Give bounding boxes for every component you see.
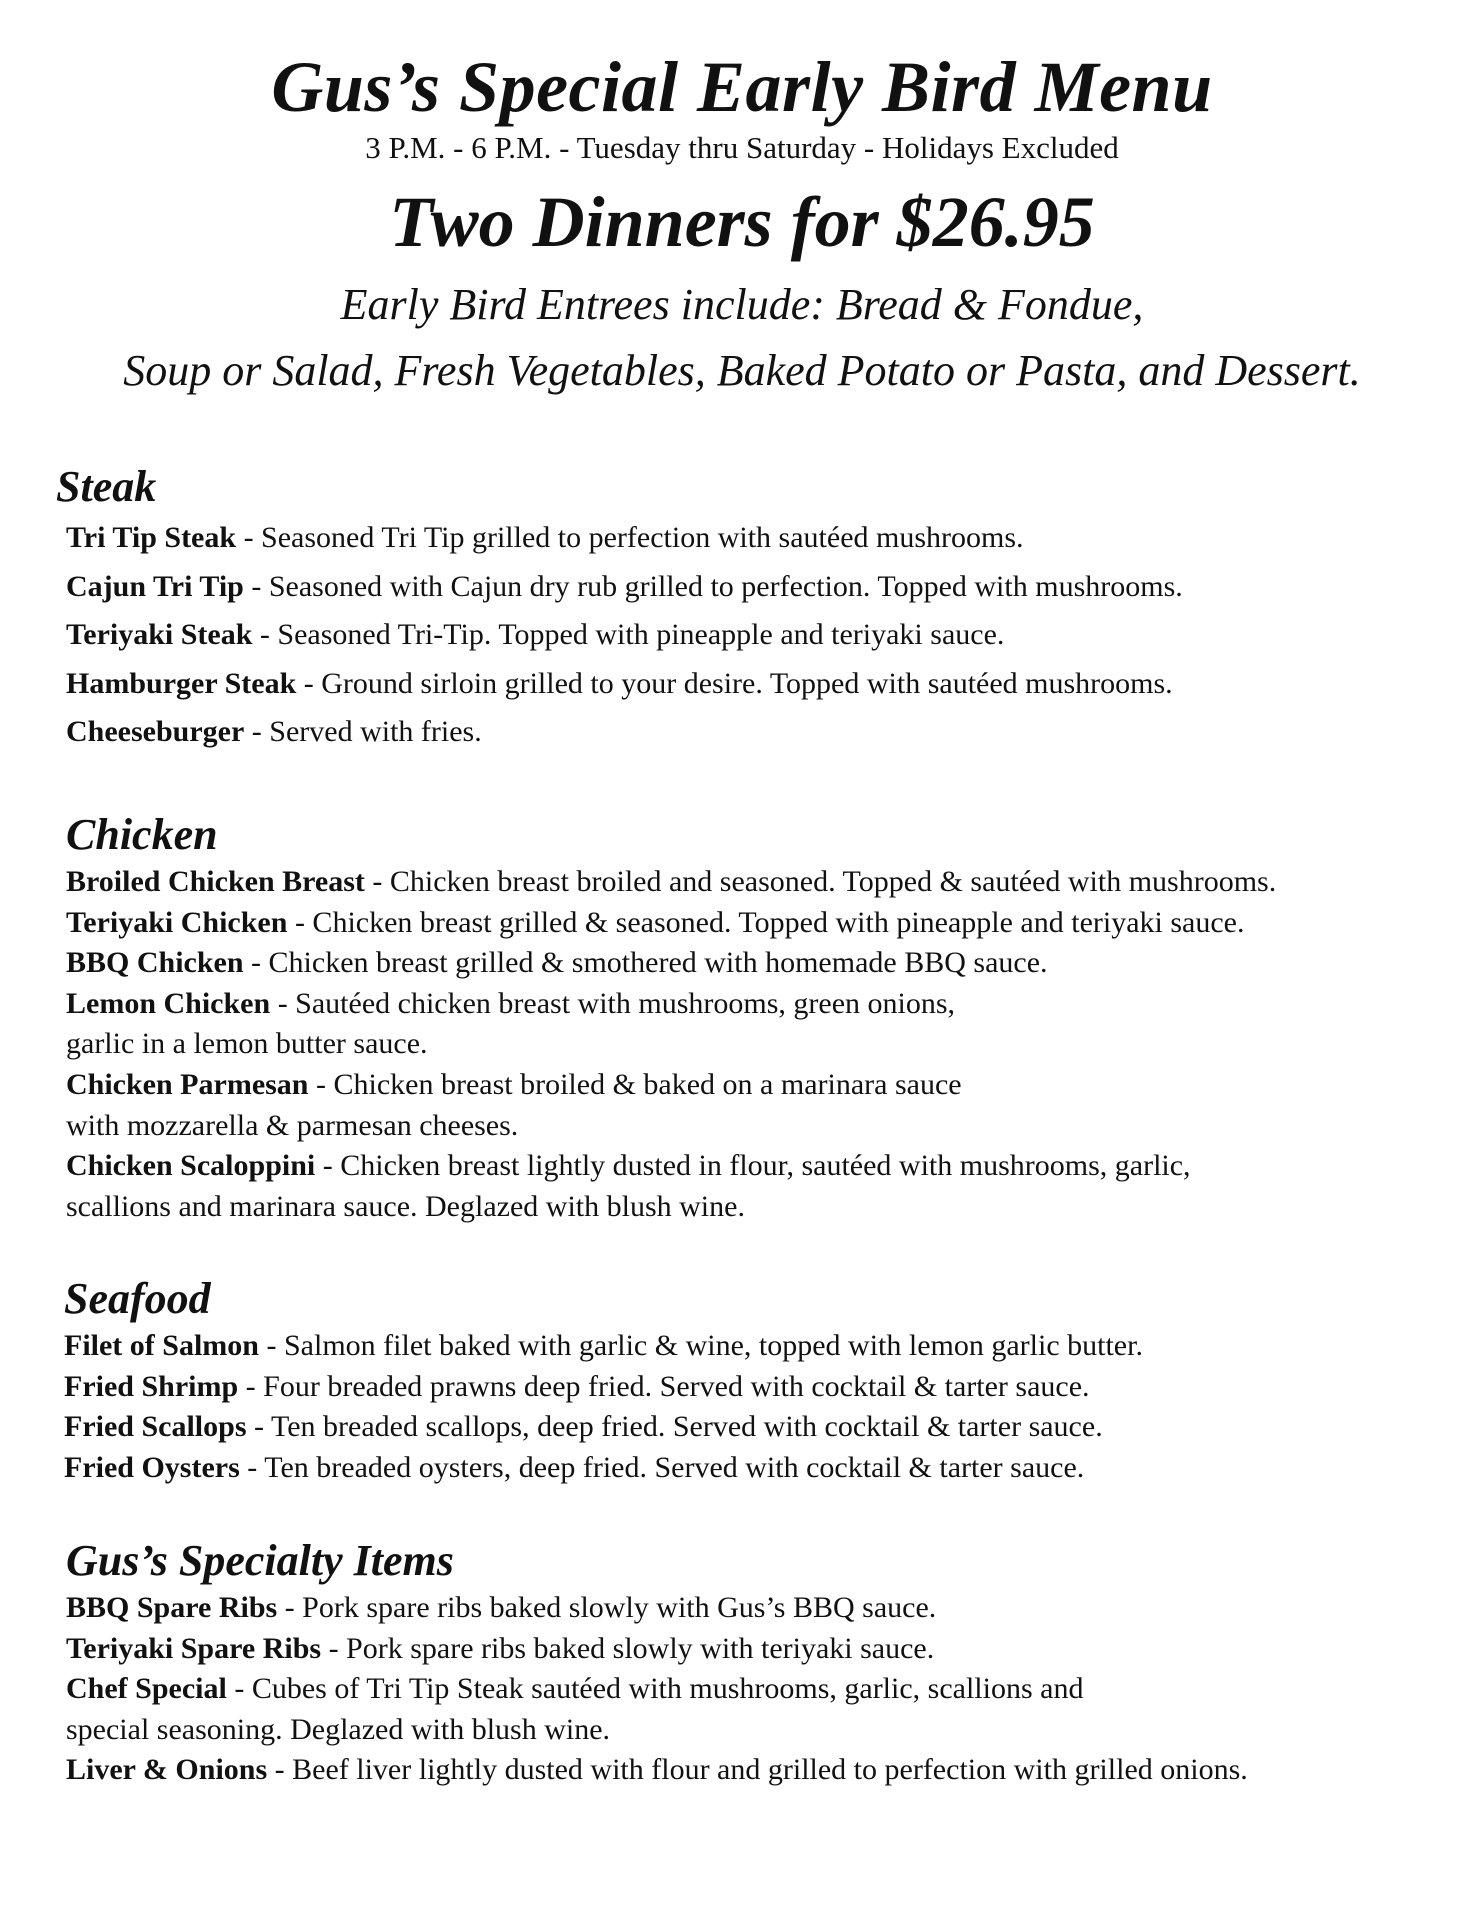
menu-item-desc: - Ground sirloin grilled to your desire. Topped with sautéed mushrooms. bbox=[296, 666, 1173, 700]
menu-item bbox=[66, 1588, 1484, 1629]
menu-item-name: Cajun Tri Tip bbox=[66, 569, 244, 603]
menu-item-name: Teriyaki Steak bbox=[66, 618, 253, 651]
menu-includes-line-1: Early Bird Entrees include: Bread & Fondue, bbox=[340, 280, 1144, 329]
menu-item-desc: - Four breaded prawns deep fried. Served with cocktail & tarter sauce. bbox=[238, 1369, 1090, 1403]
menu-item-name: Fried Oysters bbox=[64, 1450, 240, 1484]
menu-item-name: Chicken Scaloppini bbox=[66, 1149, 316, 1183]
menu-item-desc: - Pork spare ribs baked slowly with teriyaki sauce. bbox=[321, 1631, 935, 1665]
menu-offer: Two Dinners for $26.95 bbox=[389, 182, 1095, 262]
menu-item-desc: - Cubes of Tri Tip Steak sautéed with mushrooms, garlic, scallions and special seasoning. Deglazed with blush wine. bbox=[66, 1672, 1084, 1746]
menu-item bbox=[66, 1146, 1484, 1227]
menu-item bbox=[66, 1669, 1484, 1750]
menu-item-name: Teriyaki Chicken bbox=[66, 905, 288, 939]
menu-item-desc: - Beef liver lightly dusted with flour and grilled to perfection with grilled onions. bbox=[267, 1753, 1248, 1787]
section-chicken bbox=[66, 808, 1484, 1227]
section-title: Chicken bbox=[66, 810, 218, 859]
menu-item bbox=[66, 943, 1484, 984]
menu-item-name: Chicken Parmesan bbox=[66, 1067, 309, 1101]
section-steak bbox=[56, 460, 1484, 757]
menu-item-name: Teriyaki Spare Ribs bbox=[66, 1631, 322, 1665]
menu-item bbox=[66, 514, 1484, 563]
menu-item-desc: - Seasoned Tri Tip grilled to perfection with sautéed mushrooms. bbox=[236, 521, 1024, 554]
menu-item bbox=[66, 563, 1484, 612]
menu-item-desc: - Chicken breast grilled & seasoned. Topped with pineapple and teriyaki sauce. bbox=[287, 905, 1245, 939]
menu-hours: 3 P.M. - 6 P.M. - Tuesday thru Saturday - Holidays Excluded bbox=[365, 130, 1119, 165]
menu-item-desc: - Ten breaded scallops, deep fried. Served with cocktail & tarter sauce. bbox=[246, 1410, 1103, 1443]
menu-item-desc: - Chicken breast lightly dusted in flour, sautéed with mushrooms, garlic, scallions and marinara sauce. Deglazed with blush wine. bbox=[66, 1149, 1191, 1223]
menu-item-desc: - Chicken breast broiled & baked on a marinara sauce with mozzarella & parmesan cheeses. bbox=[66, 1067, 962, 1142]
menu-item-name: Cheeseburger bbox=[66, 715, 245, 748]
menu-item bbox=[66, 611, 1484, 660]
menu-includes-line-2: Soup or Salad, Fresh Vegetables, Baked Potato or Pasta, and Dessert. bbox=[123, 346, 1361, 395]
menu-item bbox=[66, 1065, 1484, 1146]
section-title: Seafood bbox=[64, 1274, 211, 1323]
menu-item bbox=[66, 660, 1484, 709]
menu-item bbox=[66, 862, 1484, 903]
menu-item-desc: - Chicken breast grilled & smothered with homemade BBQ sauce. bbox=[243, 946, 1048, 980]
menu-item-desc: - Salmon filet baked with garlic & wine, topped with lemon garlic butter. bbox=[259, 1329, 1143, 1362]
menu-item-desc: - Sautéed chicken breast with mushrooms, green onions, garlic in a lemon butter sauce. bbox=[66, 986, 956, 1061]
menu-item bbox=[64, 1407, 1484, 1448]
menu-item-name: BBQ Spare Ribs bbox=[66, 1591, 278, 1624]
menu-item bbox=[66, 984, 1484, 1065]
menu-title: Gus’s Special Early Bird Menu bbox=[271, 47, 1213, 127]
menu-header bbox=[0, 44, 1484, 402]
section-title: Gus’s Specialty Items bbox=[66, 1536, 454, 1585]
menu-item-name: Fried Scallops bbox=[64, 1410, 247, 1443]
menu-item bbox=[66, 708, 1484, 757]
menu-item bbox=[64, 1367, 1484, 1408]
menu-item bbox=[64, 1326, 1484, 1367]
menu-item-desc: - Seasoned with Cajun dry rub grilled to perfection. Topped with mushrooms. bbox=[243, 569, 1183, 603]
menu-item-name: Chef Special bbox=[66, 1672, 227, 1706]
menu-item-desc: - Served with fries. bbox=[244, 715, 482, 748]
menu-item-desc: - Seasoned Tri-Tip. Topped with pineapple and teriyaki sauce. bbox=[252, 618, 1005, 651]
menu-item-name: Tri Tip Steak bbox=[66, 521, 237, 554]
menu-item-name: Filet of Salmon bbox=[64, 1329, 259, 1362]
menu-item-desc: - Chicken breast broiled and seasoned. Topped & sautéed with mushrooms. bbox=[364, 865, 1277, 898]
menu-item bbox=[66, 903, 1484, 944]
menu-item bbox=[64, 1448, 1484, 1489]
menu-item bbox=[66, 1750, 1484, 1791]
menu-item-name: Lemon Chicken bbox=[66, 986, 271, 1020]
menu-item-name: Broiled Chicken Breast bbox=[66, 865, 365, 898]
menu-item-name: Fried Shrimp bbox=[64, 1369, 239, 1403]
menu-item-name: Hamburger Steak bbox=[66, 666, 297, 700]
menu-item-desc: - Ten breaded oysters, deep fried. Served with cocktail & tarter sauce. bbox=[239, 1450, 1085, 1484]
section-specialty-items bbox=[66, 1534, 1484, 1791]
menu-item-desc: - Pork spare ribs baked slowly with Gus’s BBQ sauce. bbox=[277, 1591, 937, 1624]
menu-item bbox=[66, 1629, 1484, 1670]
menu-item-name: Liver & Onions bbox=[66, 1753, 268, 1787]
section-seafood bbox=[64, 1272, 1484, 1488]
section-title: Steak bbox=[56, 462, 157, 511]
menu-item-name: BBQ Chicken bbox=[66, 946, 244, 980]
